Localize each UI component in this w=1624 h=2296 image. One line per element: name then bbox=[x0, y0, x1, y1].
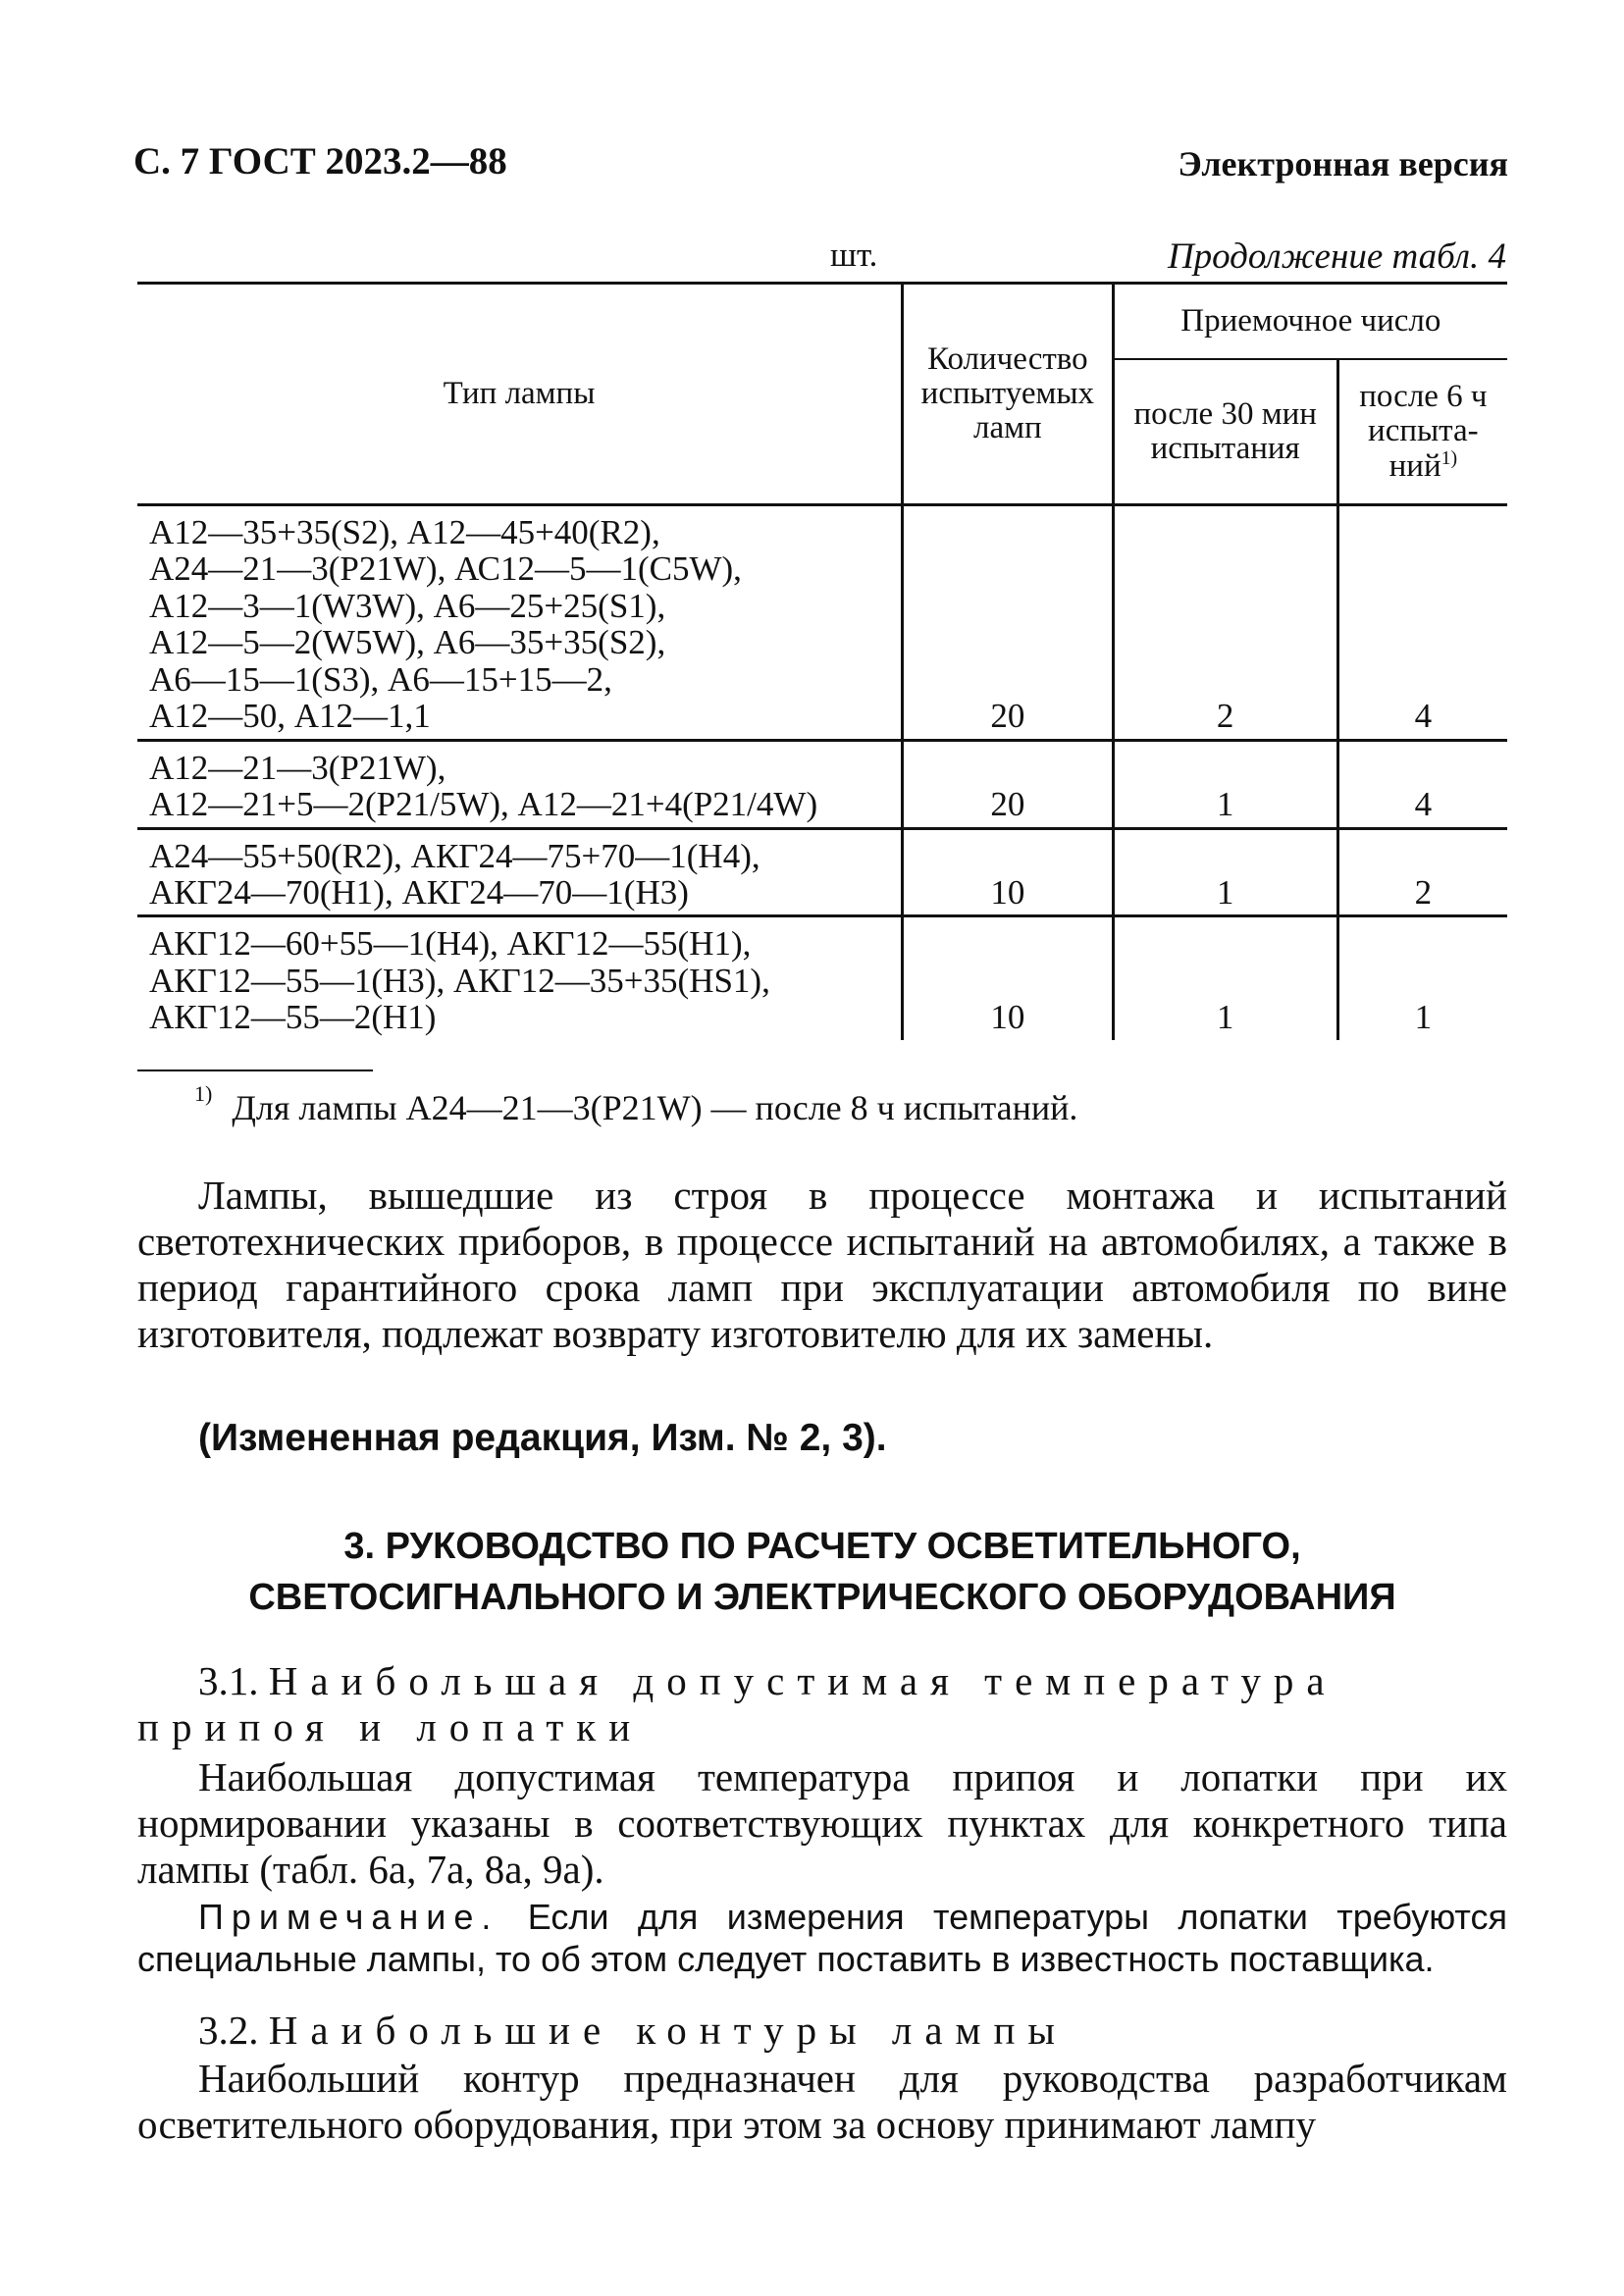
col-header-after-30-min: после 30 мин испытания bbox=[1113, 359, 1337, 505]
lamp-type-line: АКГ12—55—2(Н1) bbox=[149, 998, 437, 1037]
col-header-lamp-type: Тип лампы bbox=[137, 284, 903, 505]
lamp-type-line: А12—5—2(W5W), А6—35+35(S2), bbox=[149, 623, 666, 662]
table-footnote: $^{1)}$ Для лампы А24—21—3(Р21W) — после 8 ч испытаний. bbox=[194, 1081, 1078, 1127]
cell-count: 20 bbox=[903, 505, 1114, 741]
cell-after-6-h: 2 bbox=[1337, 828, 1507, 916]
lamp-type-line: АКГ12—55—1(Н3), АКГ12—35+35(НS1), bbox=[149, 961, 770, 1000]
lamp-type-line: А24—21—3(Р21W), АС12—5—1(С5W), bbox=[149, 549, 742, 589]
lamp-type-line: А12—35+35(S2), А12—45+40(R2), bbox=[149, 513, 660, 551]
cell-count: 20 bbox=[903, 740, 1114, 828]
cell-after-6-h: 4 bbox=[1337, 740, 1507, 828]
table-row bbox=[137, 740, 1507, 828]
cell-lamp-type bbox=[137, 916, 903, 1040]
cell-after-30-min: 1 bbox=[1113, 740, 1337, 828]
section-3-title: 3. РУКОВОДСТВО ПО РАСЧЕТУ ОСВЕТИТЕЛЬНОГО, СВЕТОСИГНАЛЬНОГО И ЭЛЕКТРИЧЕСКОГО ОБОРУДОВАНИЯ bbox=[248, 1526, 1396, 1618]
lamp-type-line: АКГ24—70(Н1), АКГ24—70—1(Н3) bbox=[149, 872, 689, 912]
table-row bbox=[137, 828, 1507, 916]
cell-after-6-h: 4 bbox=[1337, 505, 1507, 741]
page-header-right: Электронная версия bbox=[1178, 144, 1508, 183]
lamp-type-line: АКГ12—60+55—1(Н4), АКГ12—55(Н1), bbox=[149, 924, 752, 964]
col-header-after-6-h: после 6 ч испыта-ний$^{1)}$ bbox=[1337, 359, 1507, 505]
footnote-ref: 1) bbox=[1441, 446, 1458, 469]
table-continuation-label: Продолжение табл. 4 bbox=[1167, 236, 1506, 277]
cell-lamp-type bbox=[137, 828, 903, 916]
cell-after-30-min: 2 bbox=[1113, 505, 1337, 741]
lamp-type-line: А12—21+5—2(Р21/5W), А12—21+4(Р21/4W) bbox=[149, 785, 818, 824]
cell-after-30-min: 1 bbox=[1113, 916, 1337, 1040]
paragraph-3-2: Наибольший контур предназначен для руководства разработчикам осветительного оборудования, при этом за основу принимают лампу bbox=[137, 2056, 1507, 2147]
lamp-type-line: А12—21—3(Р21W), bbox=[149, 748, 446, 787]
lamp-type-line: А12—3—1(W3W), А6—25+25(S1), bbox=[149, 586, 666, 625]
paragraph-3-1: Наибольшая допустимая температура припоя и лопатки при их нормировании указаны в соответствующих пунктах для конкретного типа лампы (табл. 6а, 7а, 8а, 9а). bbox=[137, 1754, 1507, 1892]
cell-after-6-h: 1 bbox=[1337, 916, 1507, 1040]
paragraph-returns: Лампы, вышедшие из строя в процессе монтажа и испытаний светотехнических приборов, в процессе испытаний на автомобилях, а также в период гарантийного срока ламп при эксплуатации автомобиля по вине изготовителя, подлежат возврату изготовителю для их замены. bbox=[137, 1173, 1507, 1356]
cell-after-30-min: 1 bbox=[1113, 828, 1337, 916]
cell-count: 10 bbox=[903, 828, 1114, 916]
lamp-type-line: А24—55+50(R2), АКГ24—75+70—1(Н4), bbox=[149, 836, 760, 875]
cell-lamp-type bbox=[137, 505, 903, 741]
table-row bbox=[137, 505, 1507, 741]
cell-count: 10 bbox=[903, 916, 1114, 1040]
table-row bbox=[137, 916, 1507, 1040]
subsection-3-2-heading: 3.2. Наибольшие контуры лампы bbox=[198, 2008, 1068, 2053]
amendment-note: (Измененная редакция, Изм. № 2, 3). bbox=[198, 1417, 887, 1459]
lamp-type-line: А12—50, А12—1,1 bbox=[149, 697, 431, 736]
lamp-acceptance-table bbox=[137, 282, 1507, 1040]
col-header-acceptance-number: Приемочное число bbox=[1113, 284, 1507, 360]
note: Примечание. Если для измерения температуры лопатки требуются специальные лампы, то об этом следует поставить в известность поставщика. bbox=[137, 1897, 1507, 1979]
lamp-type-line: А6—15—1(S3), А6—15+15—2, bbox=[149, 659, 612, 699]
footnote-separator bbox=[137, 1070, 373, 1071]
col-header-count: Количество испытуемых ламп bbox=[903, 284, 1114, 505]
cell-lamp-type bbox=[137, 740, 903, 828]
subsection-3-1-heading: 3.1. Наибольшая допустимая температура припоя и лопатки bbox=[137, 1658, 1337, 1749]
page-header-left: С. 7 ГОСТ 2023.2—88 bbox=[133, 140, 507, 183]
table-unit: шт. bbox=[830, 235, 878, 274]
